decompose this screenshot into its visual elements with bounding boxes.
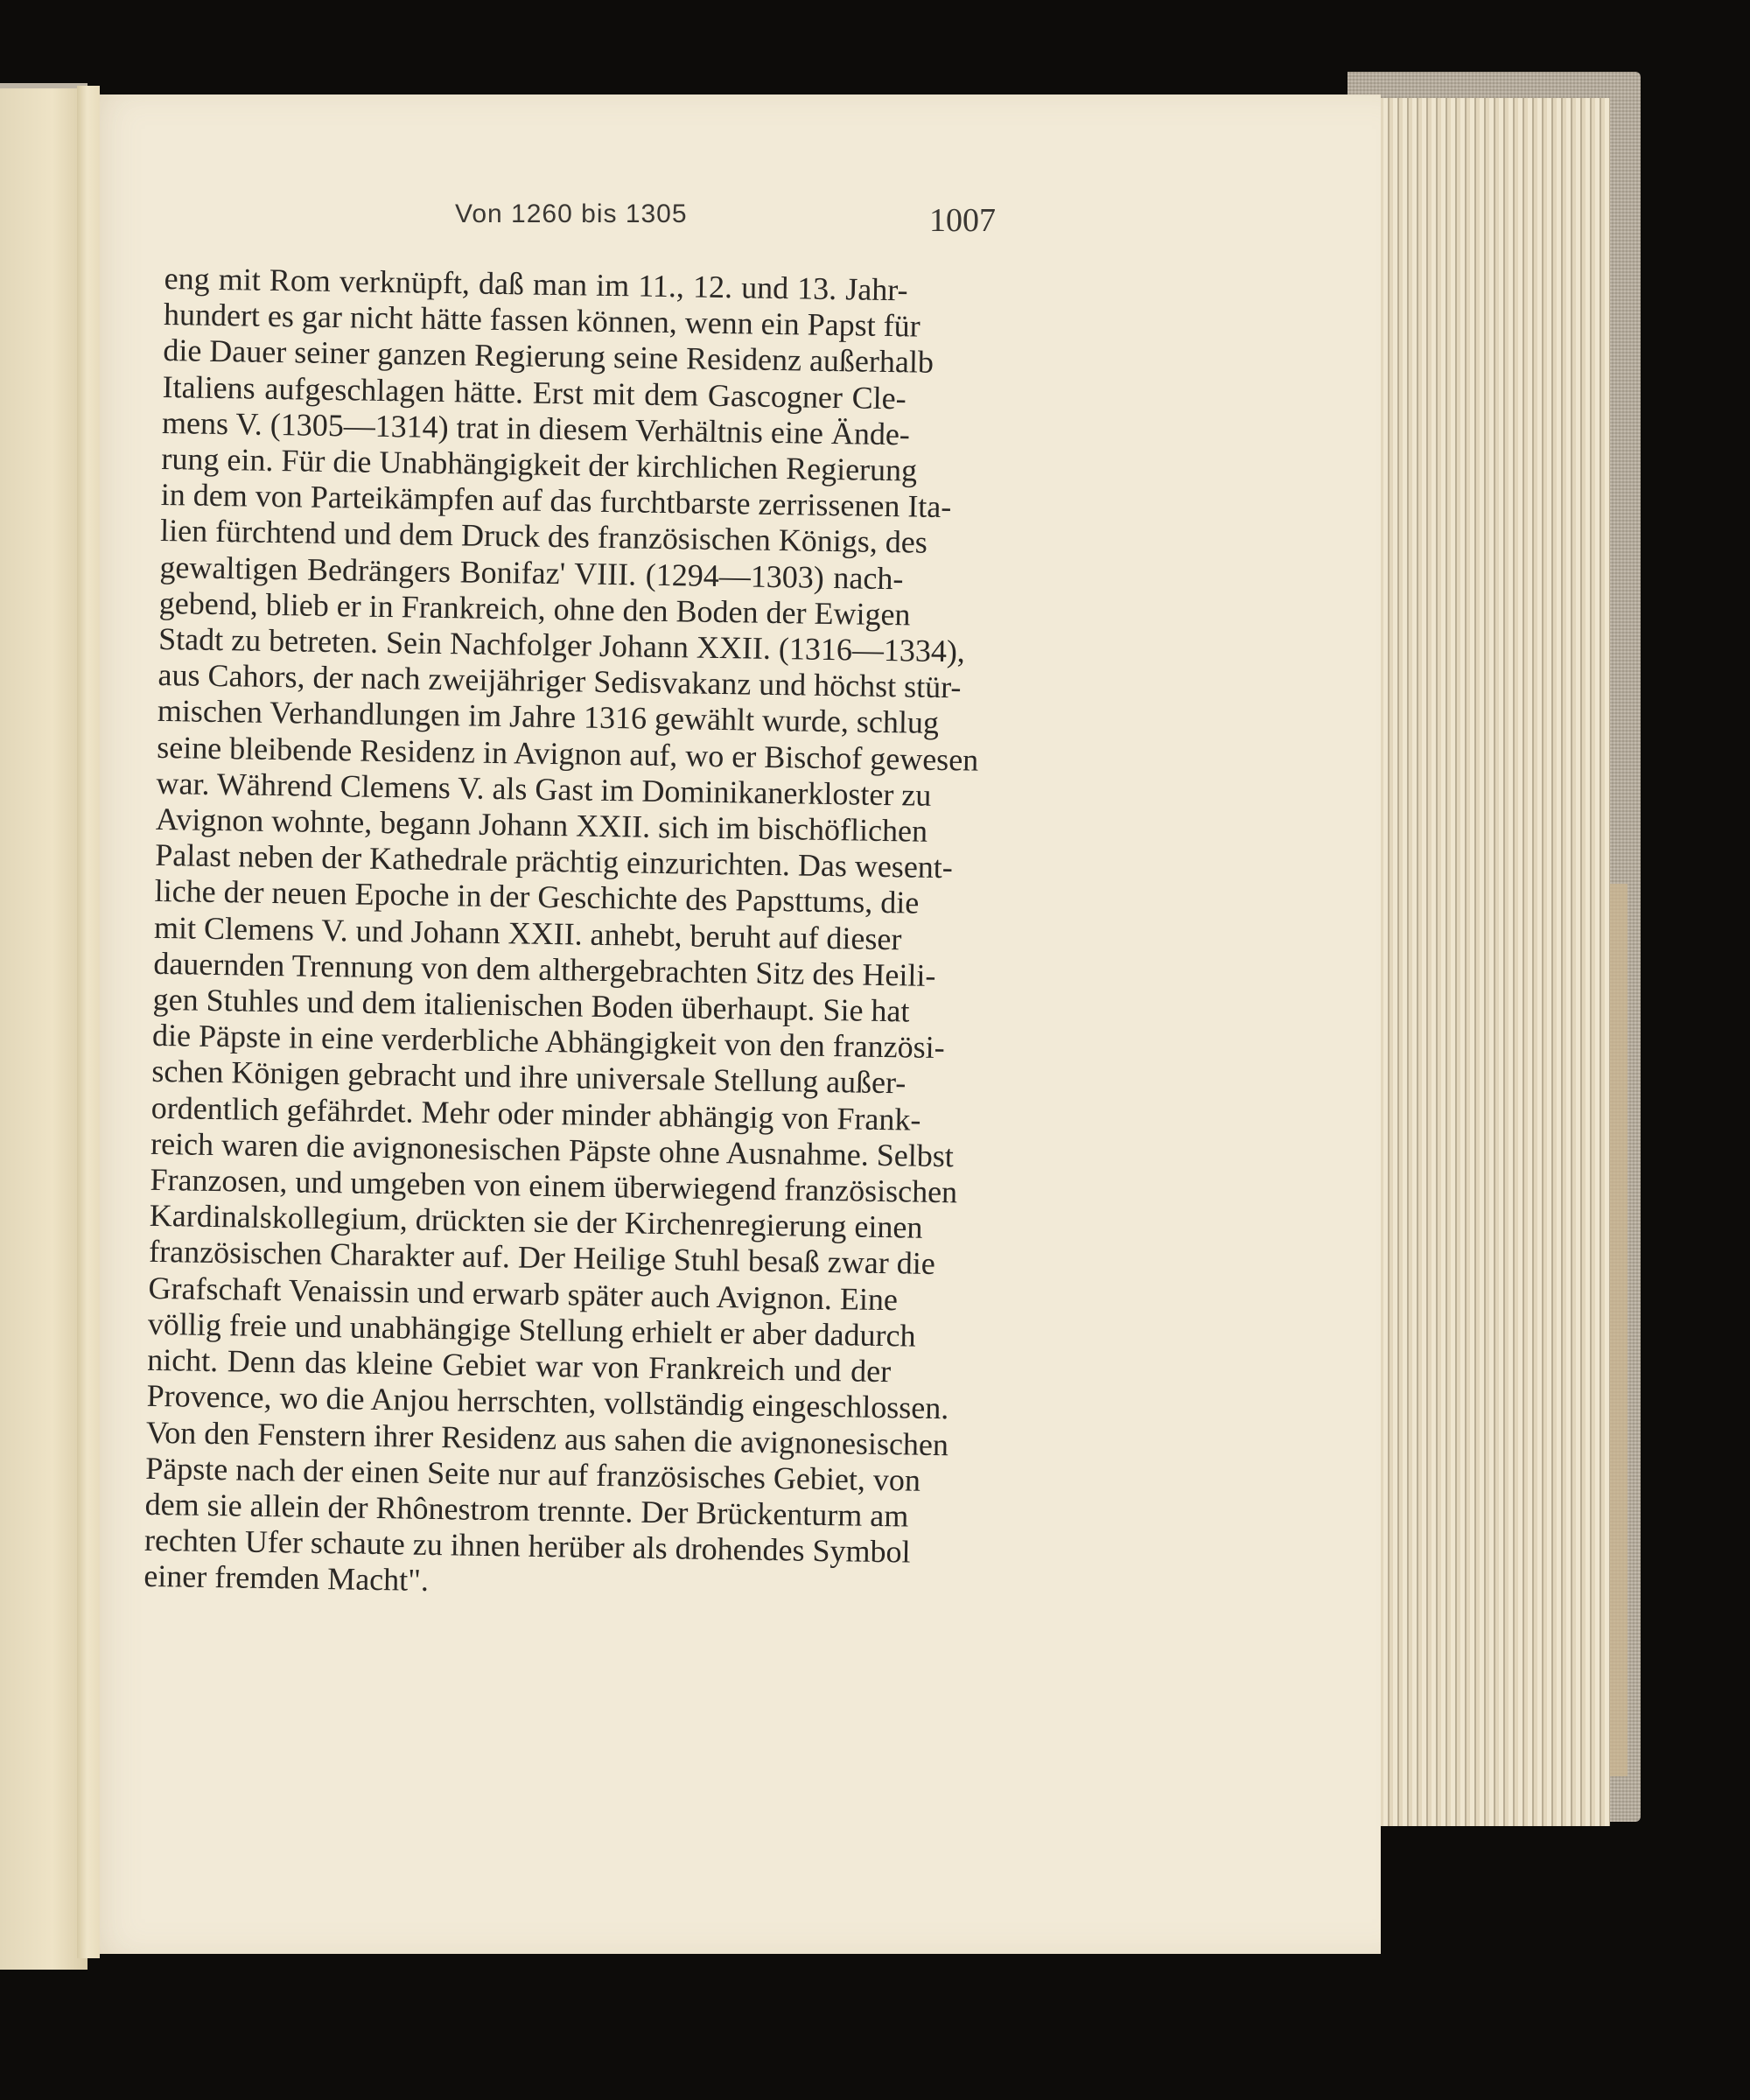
page-edges (1374, 98, 1610, 1826)
body-text (144, 261, 979, 1606)
text-line: Italiens aufgeschlagen hätte. Erst mit dem Gascogner Cle- (162, 368, 906, 416)
text-line: Stadt zu betreten. Sein Nachfolger Johann XXII. (1316—1334), (158, 620, 966, 669)
text-line: dauernden Trennung von dem althergebrachten Sitz des Heili- (153, 945, 936, 993)
left-page-edge (0, 83, 88, 1970)
text-line: nicht. Denn das kleine Gebiet war von Frankreich und der (146, 1341, 892, 1390)
text-line: Palast neben der Kathedrale prächtig einzurichten. Das wesent- (155, 837, 954, 886)
text-line: mens V. (1305—1314) trat in diesem Verhältnis eine Ände- (161, 404, 911, 452)
text-line: lien fürchtend und dem Druck des französischen Königs, des (159, 513, 928, 561)
text-line: die Dauer seiner ganzen Regierung seine Residenz außerhalb (163, 332, 934, 381)
text-line: liche der neuen Epoche in der Geschichte des Papsttums, die (154, 873, 920, 921)
text-line: gewaltigen Bedrängers Bonifaz' VIII. (1294—1303) nach- (159, 549, 904, 596)
running-head: Von 1260 bis 1305 (455, 200, 688, 228)
text-line: Grafschaft Venaissin und erwarb später auch Avignon. Eine (148, 1270, 899, 1317)
text-line: eng mit Rom verknüpft, daß man im 11., 12. und 13. Jahr- (164, 261, 908, 308)
text-line: ordentlich gefährdet. Mehr oder minder abhängig von Frank- (150, 1089, 921, 1138)
text-line: gen Stuhles und dem italienischen Boden überhaupt. Sie hat (152, 981, 910, 1029)
text-line: mit Clemens V. und Johann XXII. anhebt, beruht auf dieser (153, 909, 902, 956)
text-line: französischen Charakter auf. Der Heilige Stuhl besaß zwar die (148, 1234, 936, 1282)
text-line: Von den Fenstern ihrer Residenz aus sahen die avignonesischen (145, 1414, 949, 1462)
text-line: die Päpste in eine verderbliche Abhängigkeit von den französi- (151, 1018, 946, 1066)
text-line: in dem von Parteikämpfen auf das furchtbarste zerrissenen Ita- (160, 477, 952, 525)
text-line: Päpste nach der einen Seite nur auf französisches Gebiet, von (145, 1450, 921, 1498)
text-line: aus Cahors, der nach zweijähriger Sedisvakanz und höchst stür- (158, 657, 962, 705)
text-line: völlig freie und unabhängige Stellung erhielt er aber dadurch (147, 1306, 916, 1354)
text-line: Avignon wohnte, begann Johann XXII. sich im bischöflichen (155, 801, 928, 849)
book-gutter (77, 86, 100, 1958)
text-line: Kardinalskollegium, drückten sie der Kirchenregierung einen (149, 1198, 923, 1246)
text-line: Provence, wo die Anjou herrschten, vollständig eingeschlossen. (146, 1378, 949, 1426)
text-line: Franzosen, und umgeben von einem überwiegend französischen (150, 1161, 958, 1210)
text-line: seine bleibende Residenz in Avignon auf, wo er Bischof gewesen (156, 729, 979, 778)
text-line: rung ein. Für die Unabhängigkeit der kirchlichen Regierung (161, 440, 918, 488)
text-line: schen Königen gebracht und ihre universale Stellung außer- (151, 1054, 906, 1101)
text-line: hundert es gar nicht hätte fassen können, wenn ein Papst für (163, 297, 921, 344)
text-line: rechten Ufer schaute zu ihnen herüber als drohendes Symbol (144, 1522, 911, 1570)
text-line: war. Während Clemens V. als Gast im Dominikanerkloster zu (156, 765, 932, 813)
page-number: 1007 (929, 202, 996, 239)
text-line: dem sie allein der Rhônestrom trennte. Der Brückenturm am (144, 1486, 909, 1534)
text-line: gebend, blieb er in Frankreich, ohne den Boden der Ewigen (158, 584, 911, 633)
text-line: reich waren die avignonesischen Päpste ohne Ausnahme. Selbst (150, 1125, 955, 1174)
text-line: einer fremden Macht". (144, 1558, 430, 1599)
text-line: mischen Verhandlungen im Jahre 1316 gewählt wurde, schlug (157, 693, 940, 741)
